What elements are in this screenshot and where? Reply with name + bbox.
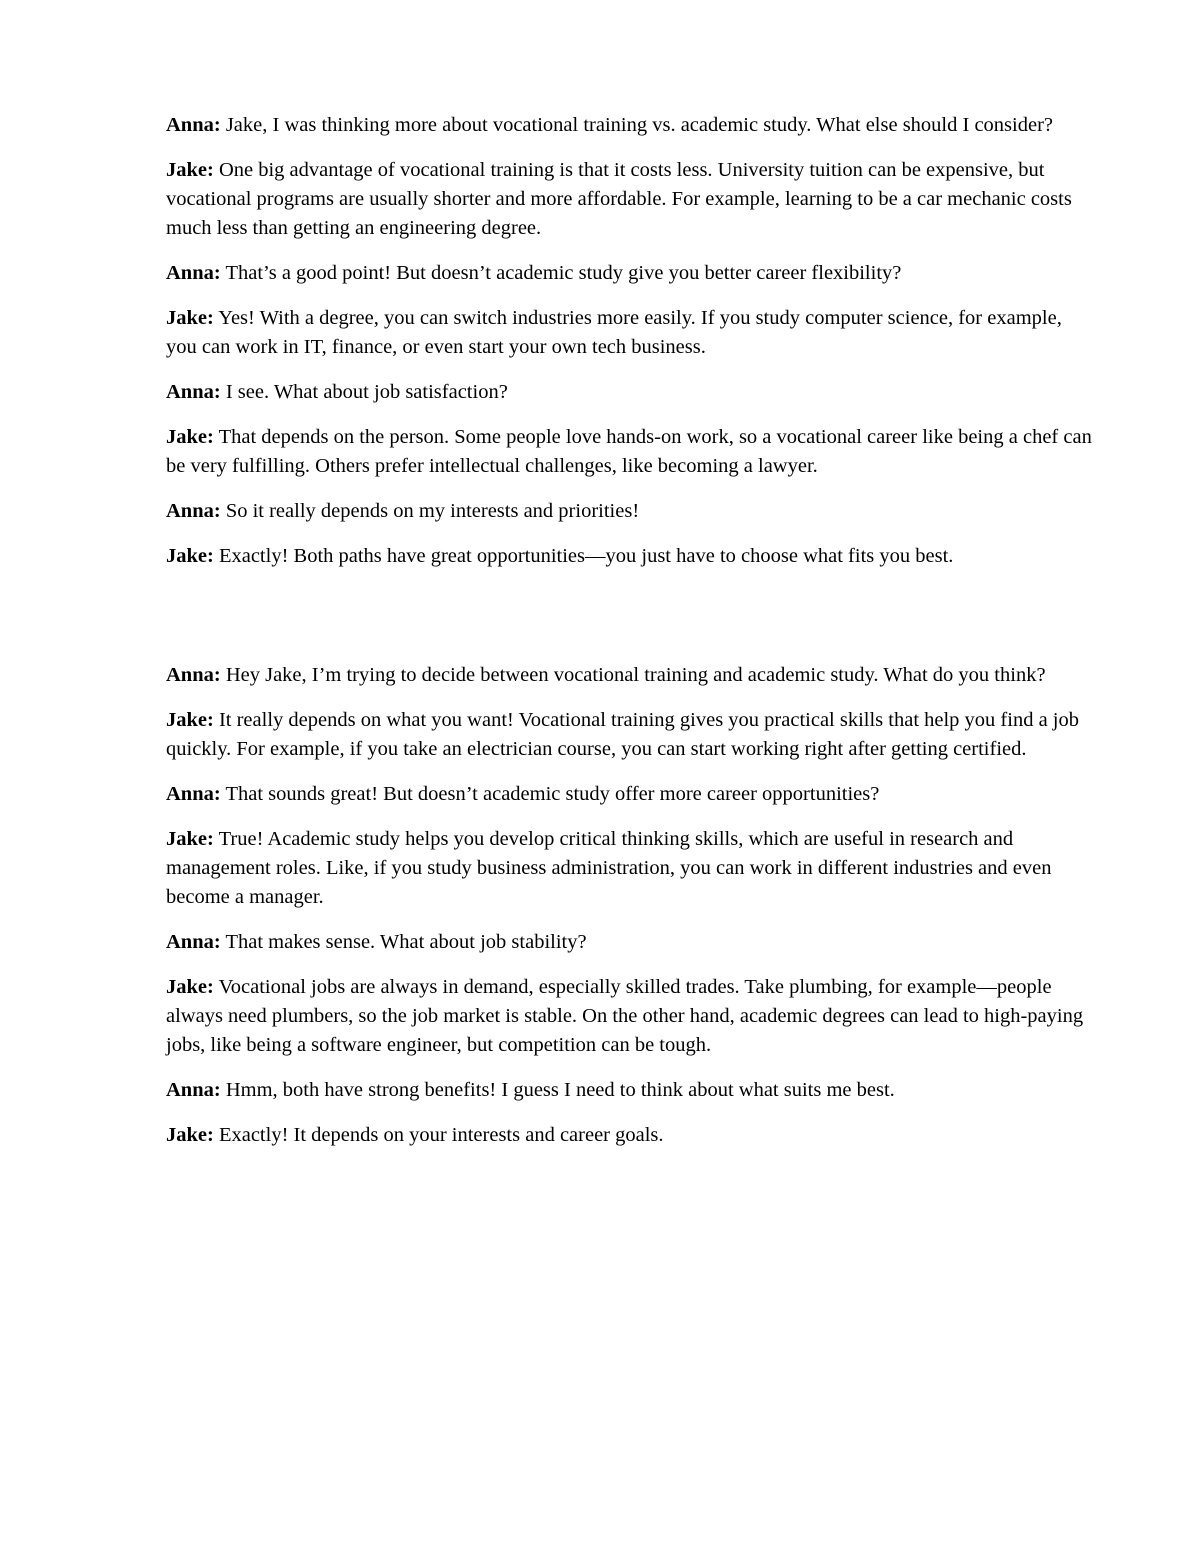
line-text: Vocational jobs are always in demand, especially skilled trades. Take plumbing, for example—people always need plumbers, so the job market is stable. On the other hand, academic degrees can lead to high-paying jobs, like being a software engineer, but competition can be tough. (166, 976, 1084, 1056)
line-text: Exactly! Both paths have great opportunities—you just have to choose what fits you best. (218, 545, 954, 567)
dialogue-line (166, 542, 1096, 571)
line-text: Exactly! It depends on your interests and career goals. (218, 1124, 664, 1146)
speaker-name: Anna: (166, 114, 221, 136)
speaker-name: Jake: (166, 426, 214, 448)
speaker-name: Jake: (166, 545, 214, 567)
dialogue-line (166, 423, 1096, 481)
line-text: That depends on the person. Some people love hands-on work, so a vocational career like being a chef can be very fulfilling. Others prefer intellectual challenges, like becoming a lawyer. (166, 426, 1092, 477)
dialogue-section (166, 111, 1096, 587)
speaker-name: Jake: (166, 828, 214, 850)
dialogue-line (166, 156, 1096, 243)
speaker-name: Anna: (166, 262, 221, 284)
speaker-name: Anna: (166, 1079, 221, 1101)
line-text: That makes sense. What about job stability? (225, 931, 587, 953)
dialogue-line (166, 928, 1096, 957)
dialogue-line (166, 111, 1096, 140)
line-text: So it really depends on my interests and priorities! (225, 500, 640, 522)
dialogue-line (166, 304, 1096, 362)
dialogue-line (166, 973, 1096, 1060)
line-text: Hmm, both have strong benefits! I guess I need to think about what suits me best. (225, 1079, 895, 1101)
speaker-name: Jake: (166, 159, 214, 181)
dialogue-line (166, 497, 1096, 526)
dialogue-line (166, 1076, 1096, 1105)
speaker-name: Anna: (166, 931, 221, 953)
speaker-name: Jake: (166, 1124, 214, 1146)
dialogue-line (166, 825, 1096, 912)
line-text: Hey Jake, I’m trying to decide between vocational training and academic study. What do you think? (225, 664, 1046, 686)
dialogue-line (166, 1121, 1096, 1150)
dialogue-line (166, 378, 1096, 407)
speaker-name: Jake: (166, 307, 214, 329)
line-text: That sounds great! But doesn’t academic study offer more career opportunities? (225, 783, 880, 805)
dialogue-section (166, 661, 1096, 1166)
dialogue-line (166, 706, 1096, 764)
speaker-name: Jake: (166, 976, 214, 998)
speaker-name: Anna: (166, 664, 221, 686)
speaker-name: Jake: (166, 709, 214, 731)
line-text: Yes! With a degree, you can switch industries more easily. If you study computer science, for example, you can work in IT, finance, or even start your own tech business. (166, 307, 1062, 358)
line-text: True! Academic study helps you develop critical thinking skills, which are useful in research and management roles. Like, if you study business administration, you can work in different industries and even become a manager. (166, 828, 1052, 908)
line-text: Jake, I was thinking more about vocational training vs. academic study. What else should I consider? (225, 114, 1053, 136)
line-text: I see. What about job satisfaction? (225, 381, 508, 403)
dialogue-line (166, 259, 1096, 288)
dialogue-line (166, 780, 1096, 809)
line-text: One big advantage of vocational training is that it costs less. University tuition can be expensive, but vocational programs are usually shorter and more affordable. For example, learning to be a car mechanic costs much less than getting an engineering degree. (166, 159, 1072, 239)
line-text: It really depends on what you want! Vocational training gives you practical skills that help you find a job quickly. For example, if you take an electrician course, you can start working right after getting certified. (166, 709, 1080, 760)
dialogue-line (166, 661, 1096, 690)
speaker-name: Anna: (166, 783, 221, 805)
speaker-name: Anna: (166, 381, 221, 403)
line-text: That’s a good point! But doesn’t academic study give you better career flexibility? (225, 262, 902, 284)
speaker-name: Anna: (166, 500, 221, 522)
